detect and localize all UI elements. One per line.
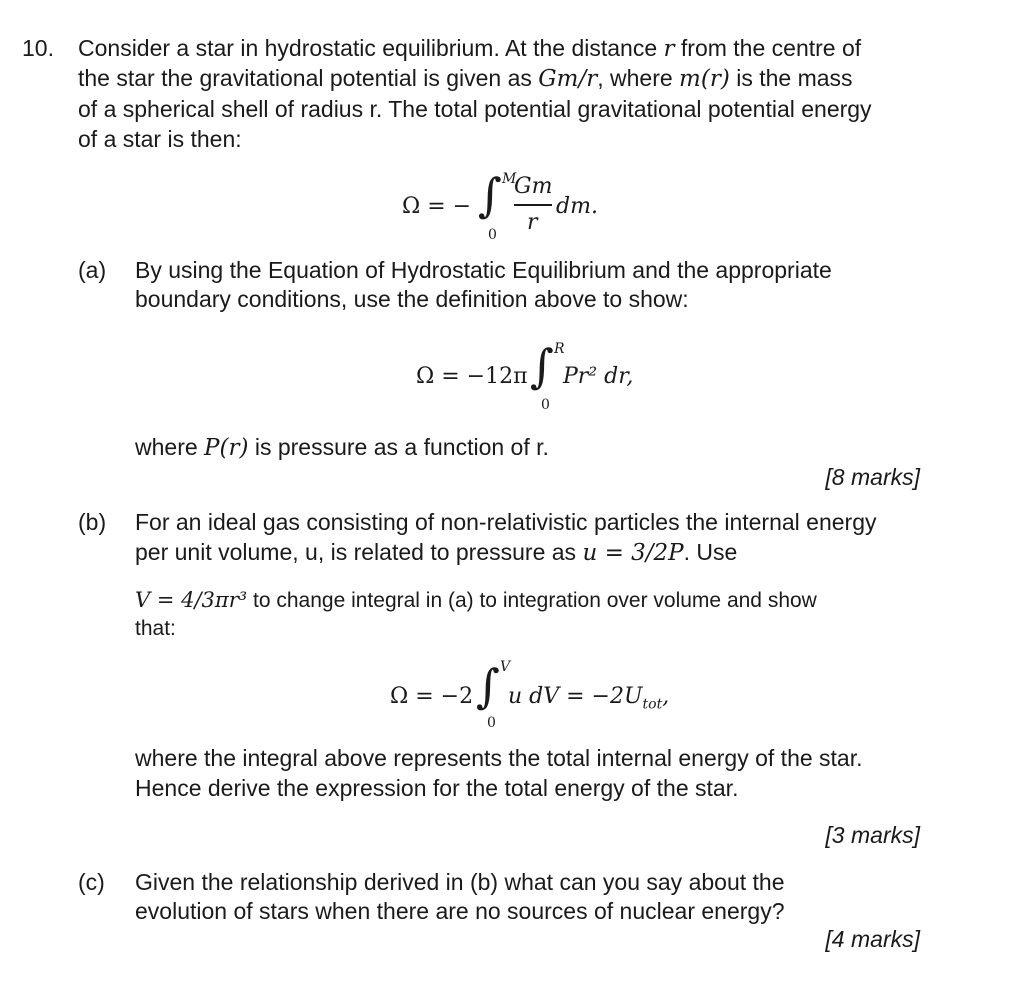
part-b-line-1: For an ideal gas consisting of non-relativistic particles the internal energy <box>135 509 877 535</box>
part-b-line-4: that: <box>135 617 176 640</box>
part-b-marks: [3 marks] <box>825 822 920 848</box>
part-c-line-2: evolution of stars when there are no sources of nuclear energy? <box>135 898 785 924</box>
part-c-line-1: Given the relationship derived in (b) what can you say about the <box>135 869 785 895</box>
integral-sign: ∫ <box>530 339 554 393</box>
part-a-line-2: boundary conditions, use the definition above to show: <box>135 286 689 312</box>
intro-line-3: of a spherical shell of radius r. The total potential gravitational potential energy <box>78 96 872 122</box>
part-a-label: (a) <box>78 257 107 283</box>
integral-sign: ∫ <box>476 659 500 713</box>
part-c-label: (c) <box>78 869 105 895</box>
part-b-label: (b) <box>78 509 107 535</box>
part-b-line-6: Hence derive the expression for the total energy of the star. <box>135 775 739 801</box>
intro-line-2: the star the gravitational potential is given as Gm/r, where m(r) is the mass <box>78 65 853 92</box>
part-b-line-5: where the integral above represents the total internal energy of the star. <box>135 745 863 771</box>
part-b-line-2: per unit volume, u, is related to pressure as u = 3/2P. Use <box>135 539 738 566</box>
question-number: 10. <box>22 35 54 61</box>
fraction-bar <box>514 204 552 206</box>
intro-line-4: of a star is then: <box>78 126 242 152</box>
part-a-line-1: By using the Equation of Hydrostatic Equilibrium and the appropriate <box>135 257 832 283</box>
part-a-where: where P(r) is pressure as a function of r. <box>135 434 549 461</box>
intro-line-1: Consider a star in hydrostatic equilibrium. At the distance r from the centre of <box>78 35 862 62</box>
question-page: 10. Consider a star in hydrostatic equilibrium. At the distance r from the centre of the star the gravitational potential is given as Gm/r, where m(r) is the mass of a spherical shell of radius r. The total potential gravitational potential energy of a star is then: Ω = − ∫ M 0 Gm r dm. (a) By using the Equation of Hydrostatic Equilibrium and the appropriate boundary conditions, use the definition above to show: Ω = −12π ∫ R 0 Pr² dr, where P(r) is pressure as a function of r. [8 marks] (b) For an ideal gas consisting of non-relativistic particles the internal energy per unit volume, u, is related to pressure as u = 3/2P. Use V = 4/3πr³ to change integral in (a) to integration over volume and show that: Ω = −2 ∫ V 0 u dV = $-2U_{tot}$, where the integral above represents the total internal energy of the star. Hence derive the expression for the total energy of the star. [3 marks] (c) Given the relationship derived in (b) what can you say about the evolution of stars when there are no sources of nuclear energy? [4 marks] <box>22 35 920 952</box>
part-c-marks: [4 marks] <box>825 926 920 952</box>
part-b-line-3: V = 4/3πr³ to change integral in (a) to integration over volume and show <box>135 588 817 612</box>
integral-sign: ∫ <box>478 168 502 222</box>
part-a-marks: [8 marks] <box>825 464 920 490</box>
